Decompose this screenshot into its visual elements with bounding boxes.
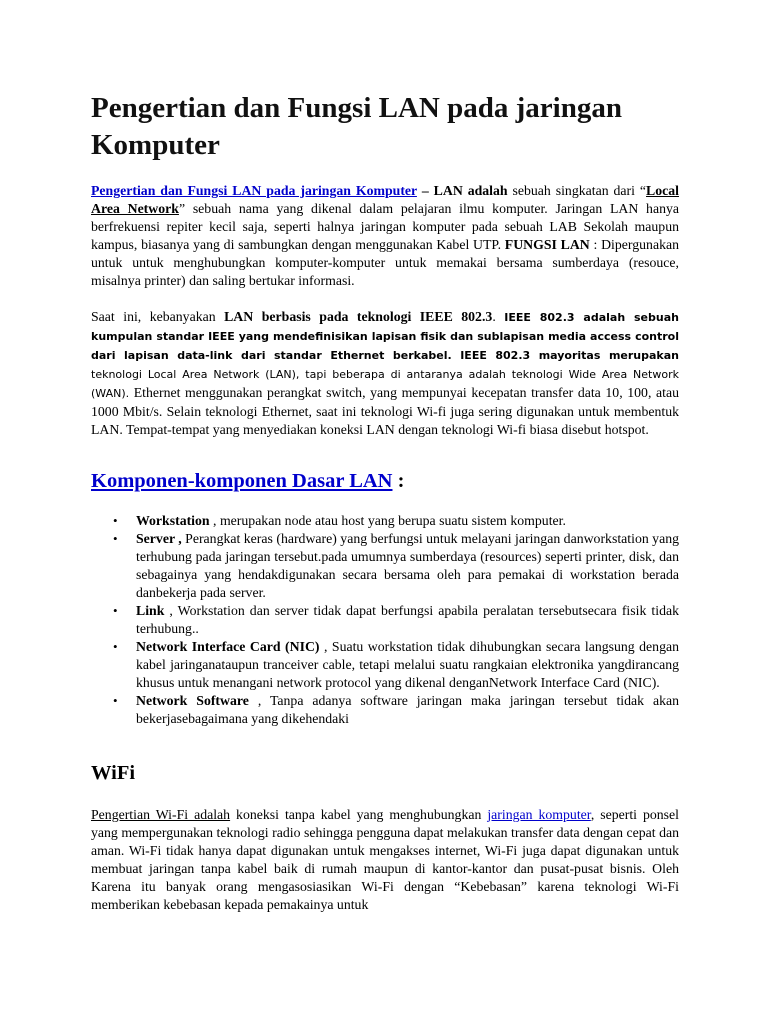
jaringan-komputer-link[interactable]: jaringan komputer <box>487 807 591 822</box>
intro-paragraph <box>91 182 679 290</box>
list-item-term: Network Interface Card (NIC) <box>136 639 320 654</box>
ieee-text-1: Saat ini, kebanyakan <box>91 309 225 324</box>
list-item <box>91 602 679 638</box>
list-item-term: Workstation <box>136 513 210 528</box>
bullet-icon: • <box>113 693 118 708</box>
bullet-icon: • <box>113 513 118 528</box>
intro-text-2: ” sebuah nama yang dikenal dalam pelajaran ilmu komputer. Jaringan LAN hanya berfrekuensi repiter kecil saja, seperti halnya jaringan komputer pada sebuah LAB Sekolah maupun kampus, biasanya yang di sambungkan dengan menggunakan Kabel UTP. <box>91 201 679 252</box>
list-item <box>91 530 679 602</box>
document-content <box>91 90 680 912</box>
ieee-text-3: Ethernet menggunakan perangkat switch, yang mempunyai kecepatan transfer data 10, 100, atau 1000 Mbit/s. Selain teknologi Ethernet, saat ini teknologi Wi-fi juga sering digunakan untuk membentuk LAN. Tempat-tempat yang menyediakan koneksi LAN dengan teknologi Wi-fi biasa disebut hotspot. <box>91 385 679 437</box>
list-item-term: Network Software <box>136 693 249 708</box>
list-item-desc: , merupakan node atau host yang berupa suatu sistem komputer. <box>209 513 566 528</box>
wifi-heading: WiFi <box>91 762 136 784</box>
intro-text-3: : Dipergunakan untuk untuk menghubungkan komputer-komputer untuk memakai bersama sumberdaya (resouce, misalnya printer) dan saling bertukar informasi. <box>91 237 679 288</box>
intro-fungsi-label: FUNGSI LAN <box>504 237 590 252</box>
page-title: Pengertian dan Fungsi LAN pada jaringan Komputer <box>91 92 622 161</box>
ieee-text-2: . <box>492 309 505 324</box>
list-item-desc: , Suatu workstation tidak dihubungkan secara langsung dengan kabel jaringanataupun tranceiver cable, tetapi melalui suatu rangkaian elektronika yangdirancang khusus untuk menangani network protocol yang dikenal denganNetwork Interface Card (NIC). <box>136 639 679 690</box>
komponen-heading-link[interactable]: Komponen-komponen Dasar LAN <box>91 470 393 492</box>
wifi-paragraph <box>91 806 679 914</box>
wifi-definition-underline: Pengertian Wi-Fi adalah <box>91 807 231 822</box>
ieee-bold-1: LAN berbasis pada teknologi IEEE 802.3 <box>224 309 493 324</box>
list-item-desc: Perangkat keras (hardware) yang berfungsi untuk melayani jaringan danworkstation yang terhubung pada jaringan tersebut.pada umumnya sumberdaya (resources) seperti printer, disk, dan sebagainya yang hendakdigunakan secara bersama oleh para pemakai di workstation berada danbekerja pada server. <box>136 531 680 600</box>
intro-title-link[interactable]: Pengertian dan Fungsi LAN pada jaringan Komputer <box>91 183 417 198</box>
intro-dash: – <box>416 183 434 198</box>
bullet-icon: • <box>113 639 118 654</box>
intro-lan-name: Local Area Network <box>91 183 679 216</box>
list-item-desc: , Workstation dan server tidak dapat berfungsi apabila peralatan tersebutsecara fisik tidak terhubung.. <box>136 603 679 636</box>
intro-text-1: sebuah singkatan dari “ <box>507 183 647 198</box>
bullet-icon: • <box>113 531 118 546</box>
komponen-heading <box>91 470 404 493</box>
wifi-text-1: koneksi tanpa kabel yang menghubungkan <box>230 807 488 822</box>
list-item-desc: , Tanpa adanya software jaringan maka jaringan tersebut tidak akan bekerjasebagaimana yang dikehendaki <box>136 693 679 726</box>
intro-lan-adalah: LAN adalah <box>433 183 508 198</box>
list-item <box>91 692 679 728</box>
ieee-paragraph <box>91 308 679 439</box>
list-item <box>91 638 679 692</box>
ieee-sans-normal: teknologi Local Area Network (LAN), tapi beberapa di antaranya adalah teknologi Wide Area Network (WAN). <box>91 368 679 400</box>
komponen-heading-colon: : <box>392 470 405 492</box>
komponen-list <box>91 512 679 728</box>
list-item <box>91 512 679 530</box>
bullet-icon: • <box>113 603 118 618</box>
ieee-sans-bold: IEEE 802.3 adalah sebuah kumpulan standar IEEE yang mendefinisikan lapisan fisik dan sublapisan media access control dari lapisan data-link dari standar Ethernet berkabel. IEEE 802.3 mayoritas merupakan <box>91 311 679 362</box>
wifi-text-2: , seperti ponsel yang mempergunakan teknologi radio sehingga pengguna dapat melakukan transfer data dengan cepat dan aman. Wi-Fi tidak hanya dapat digunakan untuk mengakses internet, Wi-Fi juga dapat digunakan untuk membuat jaringan tanpa kabel baik di rumah maupun di kantor-kantor dan pusat-pusat bisnis. Oleh Karena itu banyak orang mengasosiasikan Wi-Fi dengan “Kebebasan” karena teknologi Wi-Fi memberikan kebebasan kepada pemakainya untuk <box>91 807 679 912</box>
list-item-term: Link <box>136 603 165 618</box>
list-item-term: Server , <box>136 531 182 546</box>
